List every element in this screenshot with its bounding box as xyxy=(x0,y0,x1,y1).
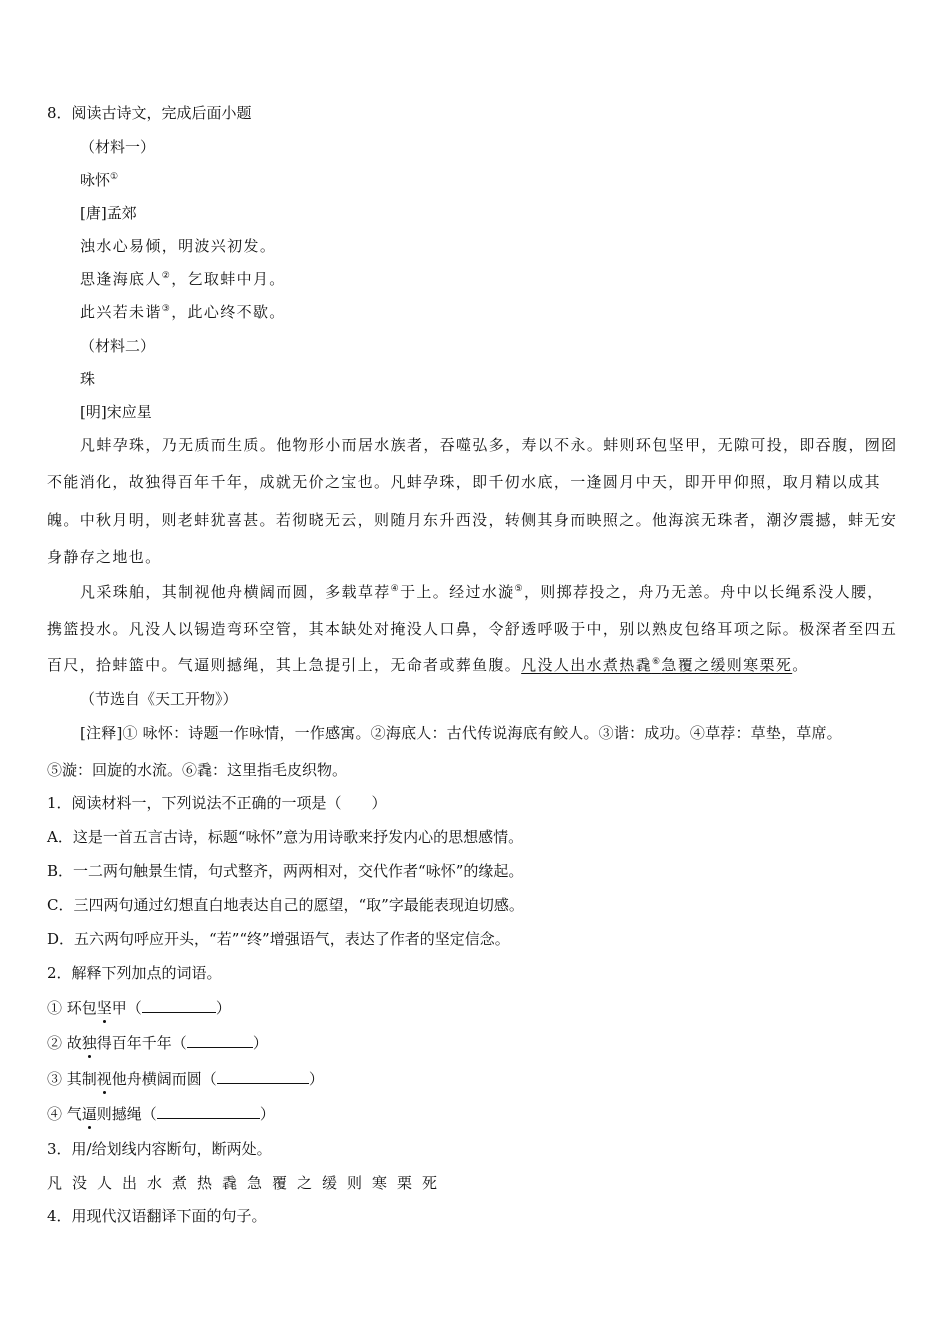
q3-char[interactable]: 之 xyxy=(297,1174,313,1192)
q3-char[interactable]: 寒 xyxy=(372,1174,388,1192)
source-note: （节选自《天工开物》） xyxy=(80,690,238,708)
q3-char[interactable]: 栗 xyxy=(397,1174,413,1192)
q3-char[interactable]: 死 xyxy=(422,1174,438,1192)
emphasis-char: 坚 xyxy=(97,998,112,1018)
footnote-ref: ② xyxy=(161,271,172,281)
footnote-ref: ⑥ xyxy=(651,657,662,667)
notes-line: [注释]① 咏怀：诗题一作咏情，一作感寓。②海底人：古代传说海底有鲛人。③谐：成功。④草荐：草垫，草席。 xyxy=(80,724,842,742)
answer-blank[interactable] xyxy=(142,997,216,1013)
q2-stem: 2．解释下列加点的词语。 xyxy=(47,964,222,982)
poem-author: [唐]孟郊 xyxy=(80,204,137,222)
answer-blank[interactable] xyxy=(187,1032,253,1048)
q3-char[interactable]: 热 xyxy=(197,1174,213,1192)
prose-line: 身静存之地也。 xyxy=(47,548,162,566)
prose-line: 凡蚌孕珠，乃无质而生质。他物形小而居水族者，吞噬弘多，寿以不永。蚌则环包坚甲，无隙可投，即吞腹，囫囵 xyxy=(80,436,898,454)
question-title: 8．阅读古诗文，完成后面小题 xyxy=(47,104,252,122)
q1-option-c: C．三四两句通过幻想直白地表达自己的愿望，“取”字最能表现迫切感。 xyxy=(47,896,524,914)
q1-stem: 1．阅读材料一，下列说法不正确的一项是（ ） xyxy=(47,794,387,812)
q3-char[interactable]: 出 xyxy=(122,1174,138,1192)
emphasis-char: 独 xyxy=(82,1033,97,1053)
q2-item: ③ 其制视 他舟横阔而圆（ ） xyxy=(47,1068,324,1089)
q2-item: ④ 气逼 则撼绳（ ） xyxy=(47,1103,275,1124)
q3-char[interactable]: 凡 xyxy=(47,1174,63,1192)
q3-char[interactable]: 急 xyxy=(247,1174,263,1192)
q1-option-d: D．五六两句呼应开头，“若”“终”增强语气，表达了作者的坚定信念。 xyxy=(47,930,510,948)
footnote-ref: ① xyxy=(110,172,119,182)
q3-char[interactable]: 水 xyxy=(147,1174,163,1192)
footnote-ref: ⑤ xyxy=(514,584,524,594)
q3-char[interactable]: 则 xyxy=(347,1174,363,1192)
poem-line: 浊水心易倾，明波兴初发。 xyxy=(80,237,277,255)
prose-line: 不能消化，故独得百年千年，成就无价之宝也。凡蚌孕珠，即千仞水底，一逢圆月中天，即开甲仰照，取月精以成其 xyxy=(47,473,881,491)
answer-blank[interactable] xyxy=(217,1068,309,1084)
prose-line: 魄。中秋月明，则老蚌犹喜甚。若彻晓无云，则随月东升西没，转侧其身而映照之。他海滨无珠者，潮汐震撼，蚌无安 xyxy=(47,511,898,529)
q3-char[interactable]: 缓 xyxy=(322,1174,338,1192)
footnote-ref: ③ xyxy=(161,304,172,314)
q2-item: ① 环包坚 甲（ ） xyxy=(47,997,231,1018)
q3-char[interactable]: 煮 xyxy=(172,1174,188,1192)
poem-title: 咏怀① xyxy=(80,171,119,189)
footnote-ref: ④ xyxy=(390,584,401,594)
material2-label: （材料二） xyxy=(80,337,156,355)
prose-title: 珠 xyxy=(80,370,96,388)
emphasis-dot xyxy=(88,1126,91,1129)
q3-char[interactable]: 毳 xyxy=(222,1174,238,1192)
poem-line: 此兴若未谐③，此心终不歇。 xyxy=(80,303,286,321)
prose-line: 凡采珠舶，其制视他舟横阔而圆，多载草荐④于上。经过水漩⑤，则掷荐投之，舟乃无恙。舟中以长绳系没人腰， xyxy=(80,583,884,601)
emphasis-dot xyxy=(103,1020,106,1023)
prose-author: [明]宋应星 xyxy=(80,403,152,421)
q4-stem: 4．用现代汉语翻译下面的句子。 xyxy=(47,1207,267,1225)
underlined-sentence: 凡没人出水煮热毳⑥急覆之缓则寒栗死 xyxy=(521,656,793,674)
poem-line: 思逢海底人②，乞取蚌中月。 xyxy=(80,270,286,288)
prose-line: 携篮投水。凡没人以锡造弯环空管，其本缺处对掩没人口鼻，令舒透呼吸于中，别以熟皮包络耳项之际。极深者至四五 xyxy=(47,620,898,638)
q3-char[interactable]: 没 xyxy=(72,1174,88,1192)
notes-line: ⑤漩：回旋的水流。⑥毳：这里指毛皮织物。 xyxy=(47,761,348,779)
q3-stem: 3．用/给划线内容断句，断两处。 xyxy=(47,1140,272,1158)
q2-item: ② 故独 得百年千年（ ） xyxy=(47,1032,268,1053)
q3-character-row xyxy=(47,1172,447,1194)
prose-line: 百尺，拾蚌篮中。气逼则撼绳，其上急提引上，无命者或葬鱼腹。凡没人出水煮热毳⑥急覆之缓则寒栗死。 xyxy=(47,656,809,674)
q3-char[interactable]: 覆 xyxy=(272,1174,288,1192)
emphasis-dot xyxy=(103,1091,106,1094)
emphasis-char: 视 xyxy=(97,1069,112,1089)
material1-label: （材料一） xyxy=(80,138,156,156)
answer-blank[interactable] xyxy=(157,1103,260,1119)
q1-option-a: A．这是一首五言古诗，标题“咏怀”意为用诗歌来抒发内心的思想感情。 xyxy=(47,828,524,846)
q1-option-b: B．一二两句触景生情，句式整齐，两两相对，交代作者“咏怀”的缘起。 xyxy=(47,862,524,880)
q3-char[interactable]: 人 xyxy=(97,1174,113,1192)
emphasis-char: 逼 xyxy=(82,1104,97,1124)
emphasis-dot xyxy=(88,1055,91,1058)
